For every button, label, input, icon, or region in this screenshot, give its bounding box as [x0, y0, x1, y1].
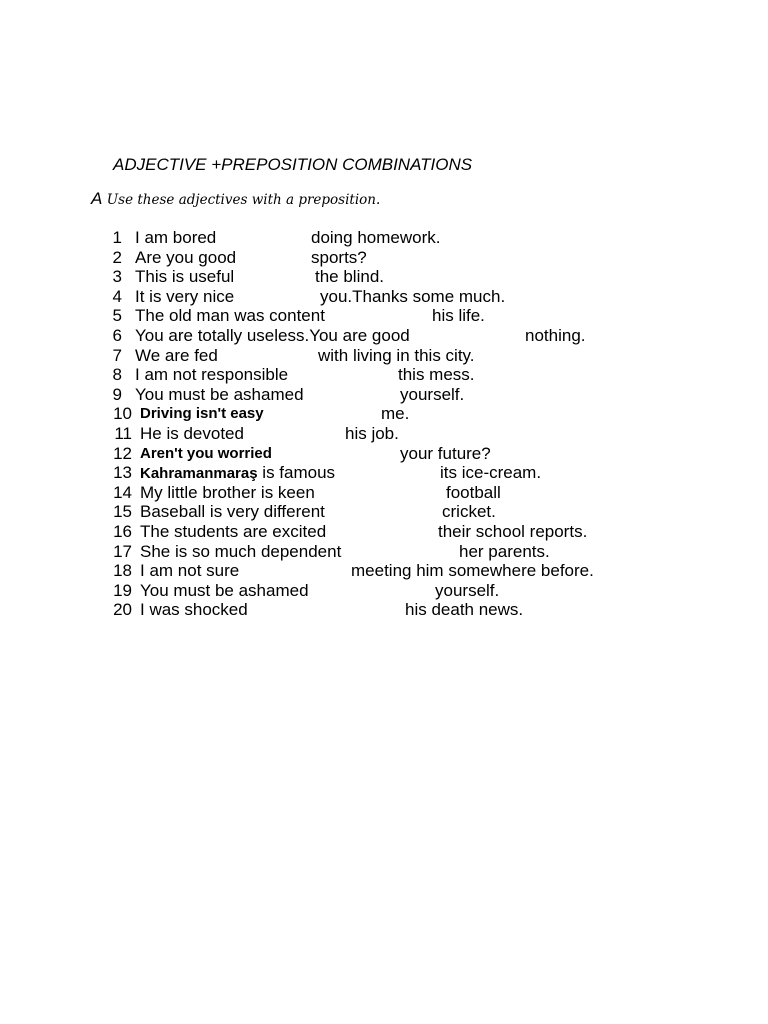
item-lead-text: She is so much dependent [140, 541, 342, 561]
item-number: 16 [113, 522, 132, 541]
item-tail-text: nothing. [525, 326, 586, 345]
exercise-item [0, 444, 700, 464]
item-tail-text: football [446, 482, 501, 502]
item-lead-text [140, 463, 335, 484]
exercise-item [0, 600, 700, 620]
item-tail-text: its ice-cream. [440, 463, 542, 483]
exercise-item [0, 483, 700, 503]
item-tail-text: cricket. [442, 502, 496, 522]
item-tail-text: his job. [345, 424, 399, 443]
exercise-item [0, 306, 700, 326]
exercise-item [0, 228, 700, 248]
item-number: 12 [113, 443, 132, 463]
item-number: 19 [113, 580, 132, 600]
item-number: 15 [113, 502, 132, 522]
item-tail-text: the blind. [315, 267, 384, 287]
item-tail-text: her parents. [459, 541, 550, 561]
item-lead-text: My little brother is keen [140, 482, 315, 502]
exercise-item [0, 502, 700, 522]
city-name: Kahramanmaraş [140, 465, 258, 483]
item-tail-text: me. [381, 404, 410, 424]
item-tail-text: you.Thanks some much. [320, 286, 506, 306]
item-tail-text: sports? [311, 247, 367, 267]
item-number: 4 [112, 286, 122, 306]
section-letter: A [91, 189, 103, 208]
item-number: 6 [112, 326, 122, 345]
item-tail-text: doing homework. [311, 228, 441, 247]
exercise-item [0, 542, 700, 562]
item-lead-text: Are you good [135, 247, 237, 267]
item-lead-text: You must be ashamed [140, 580, 309, 600]
exercise-item [0, 248, 700, 268]
exercise-item [0, 385, 700, 405]
item-number: 14 [113, 482, 132, 502]
item-number: 8 [112, 365, 122, 385]
exercise-item [0, 463, 700, 483]
item-tail-text: this mess. [398, 365, 475, 385]
item-number: 2 [112, 247, 122, 267]
item-lead-rest: is famous [257, 463, 336, 483]
item-number: 3 [112, 267, 122, 287]
item-tail-text: yourself. [435, 580, 500, 600]
item-number: 5 [112, 306, 122, 326]
item-number: 18 [113, 561, 132, 581]
item-lead-text: You are totally useless.You are good [135, 326, 410, 345]
item-lead-text: I am not responsible [135, 365, 289, 385]
item-number: 9 [112, 384, 122, 404]
exercise-item [0, 326, 700, 346]
item-number: 11 [114, 424, 132, 443]
item-lead-text: The students are excited [140, 522, 327, 541]
item-tail-text: with living in this city. [318, 345, 475, 365]
item-tail-text: his death news. [405, 600, 524, 620]
exercise-item [0, 365, 700, 385]
item-tail-text: yourself. [400, 384, 465, 404]
instruction-line [91, 189, 380, 209]
exercise-item [0, 346, 700, 366]
exercise-item [0, 287, 700, 307]
instruction-text: Use these adjectives with a preposition. [106, 192, 381, 208]
exercise-item [0, 561, 700, 581]
item-lead-text: Baseball is very different [140, 502, 325, 522]
item-lead-text: This is useful [135, 267, 235, 287]
exercise-item [0, 267, 700, 287]
item-lead-text: The old man was content [135, 306, 325, 326]
item-number: 10 [113, 404, 132, 424]
item-lead-text: You must be ashamed [135, 384, 304, 404]
exercise-item [0, 522, 700, 542]
item-number: 17 [113, 541, 132, 561]
item-tail-text: your future? [400, 443, 491, 463]
item-number: 20 [113, 600, 132, 620]
item-lead-text: I am bored [135, 228, 217, 247]
item-lead-text: It is very nice [135, 286, 235, 306]
item-number: 1 [112, 228, 122, 247]
exercise-item [0, 404, 700, 424]
item-tail-text: meeting him somewhere before. [351, 561, 594, 581]
item-tail-text: their school reports. [438, 522, 588, 541]
item-number: 7 [112, 345, 122, 365]
worksheet-title: ADJECTIVE +PREPOSITION COMBINATIONS [113, 155, 473, 174]
exercise-item [0, 581, 700, 601]
exercise-item [0, 424, 700, 444]
item-number: 13 [113, 463, 132, 483]
item-lead-text: Driving isn't easy [140, 405, 264, 423]
item-lead-text: I was shocked [140, 600, 248, 620]
item-lead-text: Aren't you worried [140, 444, 272, 462]
item-lead-text: He is devoted [140, 424, 244, 443]
item-tail-text: his life. [432, 306, 485, 326]
item-lead-text: I am not sure [140, 561, 240, 581]
item-lead-text: We are fed [135, 345, 218, 365]
